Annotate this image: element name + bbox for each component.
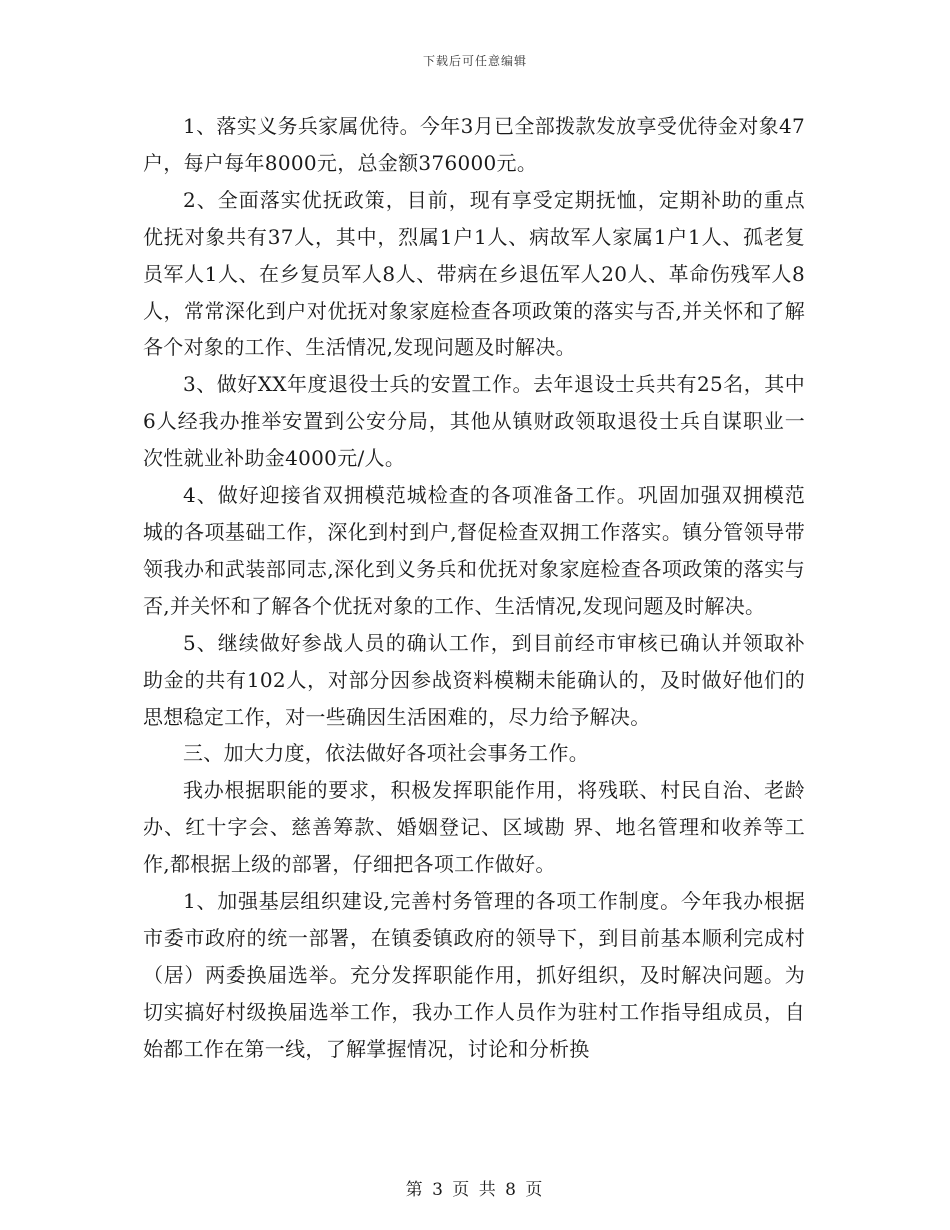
paragraph-item-3: 3、做好XX年度退役士兵的安置工作。去年退设士兵共有25名，其中6人经我办推举安置到公安分局，其他从镇财政领取退役士兵自谋职业一次性就业补助金4000元/人。 xyxy=(143,372,805,471)
paragraph-item-2: 2、全面落实优抚政策，目前，现有享受定期抚恤，定期补助的重点优抚对象共有37人，其中，烈属1户1人、病故军人家属1户1人、孤老复员军人1人、在乡复员军人8人、带病在乡退伍军人20人、革命伤残军人8人，常常深化到户对优抚对象家庭检查各项政策的落实与否,并关怀和了解各个对象的工作、生活情况,发现问题及时解决。 xyxy=(143,187,805,360)
paragraph-item-1: 1、落实义务兵家属优待。今年3月已全部拨款发放享受优待金对象47户，每户每年8000元，总金额376000元。 xyxy=(143,114,805,175)
paragraph-intro: 我办根据职能的要求，积极发挥职能作用，将残联、村民自治、老龄办、红十字会、慈善筹款、婚姻登记、区域勘 界、地名管理和收养等工作,都根据上级的部署，仔细把各项工作做好。 xyxy=(143,778,805,877)
page-number: 第 3 页 共 8 页 xyxy=(405,1180,545,1200)
paragraph-item-6: 1、加强基层组织建设,完善村务管理的各项工作制度。今年我办根据市委市政府的统一部署，在镇委镇政府的领导下，到目前基本顺利完成村（居）两委换届选举。充分发挥职能作用，抓好组织，及时解决问题。为切实搞好村级换届选举工作，我办工作人员作为驻村工作指导组成员，自始都工作在第一线，了解掌握情况，讨论和分析换 xyxy=(143,889,805,1061)
paragraph-item-4: 4、做好迎接省双拥模范城检查的各项准备工作。巩固加强双拥模范城的各项基础工作，深化到村到户,督促检查双拥工作落实。镇分管领导带领我办和武装部同志,深化到义务兵和优抚对象家庭检查各项政策的落实与否,并关怀和了解各个优抚对象的工作、生活情况,发现问题及时解决。 xyxy=(143,483,805,618)
section-heading: 三、加大力度，依法做好各项社会事务工作。 xyxy=(183,741,589,766)
paragraph-item-5: 5、继续做好参战人员的确认工作，到目前经市审核已确认并领取补助金的共有102人，对部分因参战资料模糊未能确认的，及时做好他们的思想稳定工作，对一些确因生活困难的，尽力给予解决。 xyxy=(143,630,805,729)
document-body xyxy=(143,108,805,1068)
page-header: 下载后可任意编辑 xyxy=(422,54,527,68)
